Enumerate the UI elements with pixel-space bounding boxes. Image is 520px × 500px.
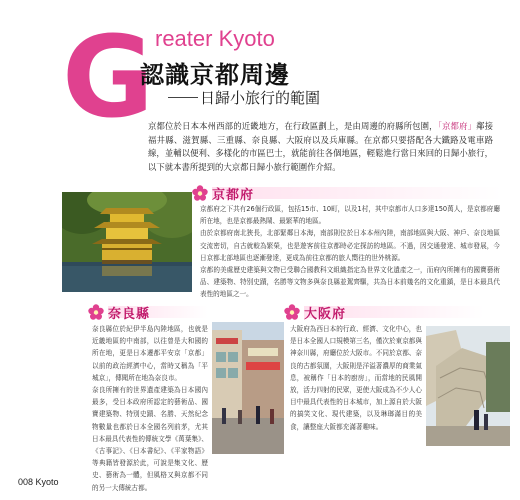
kinkakuji-photo: [62, 192, 192, 292]
nara-paragraph-1: 奈良縣位於紀伊半島內陸地區，也就是近畿地區的中南部，以往曾是大和國的所在地，更是日本遷都平安京「京都」以前的政治經濟中心，當時又稱為「平城京」，傳聞所在地為奈良市。: [92, 325, 208, 382]
osaka-street-photo: [212, 322, 284, 454]
osaka-castle-photo: [426, 326, 510, 446]
kyoto-text: [200, 203, 500, 301]
section-label-osaka: 大阪府: [304, 306, 347, 322]
section-header-kyoto: [192, 184, 502, 202]
intro-highlight: 「京都府」: [437, 121, 477, 131]
kyoto-paragraph-3: 京都的美處歷史建築與文物已受聯合國教科文組織指定為世界文化遺產之一，而府內所擁有的國寶藝術品、建築物、特別史蹟，名勝等文物多與奈良縣並駕齊驅，共為日本前幾名的文化重鎮，是日本最具代表性的地區之一。: [200, 266, 500, 299]
section-bar: [212, 187, 502, 199]
section-header-nara: [88, 303, 208, 321]
osaka-paragraph-1: 大阪府為西日本的行政、經濟、文化中心，也是日本全國人口規模第三名，僅次於東京都與神奈川縣，府廳位於大阪市。不同於京都、奈良的古都氛圍，大阪則是洋溢著濃厚的商業氣息，被稱作「日本的廚房」，而當地的民風開放，活力四射的民眾，更使大阪成為不少人心目中最具代表性的日本城市，加上源自於大阪的搞笑文化、現代建築，以及琳瑯滿目的美食，讓整座大阪都充滿著趣味。: [290, 325, 422, 431]
intro-paragraph: [148, 120, 493, 174]
intro-text-1: 京都位於日本本州西部的近畿地方，在行政區劃上，是由周邊的府縣所包圍，: [148, 121, 438, 131]
nara-paragraph-2: 奈良所擁有的世界遺產建築為日本國內最多，受日本政府所認定的藝術品、國寶建築物、特別史蹟、名勝、天然紀念物數量也都於日本全國名列前茅，尤其日本最具代表性的傳統文學《萬葉集》、《古事記》、《日本書紀》、《平家物語》等典籍皆發源於此，可說是集文化、歷史、藝術為一體，但風格又與京都不同的另一大傳統古都。: [92, 386, 208, 492]
kyoto-paragraph-2: 由於京都府南北狹長，北部緊鄰日本海，南部則位於日本本州內陸，南部地區與大阪、神戶、奈良地區交流密切，自古就較為繁榮，也是遊客前往京都時必定探訪的地區。不過，因交通發達、城市發展，今日京都北部地區也逐漸發達，更成為前往京都的旅人嚮往的世外桃源。: [200, 229, 500, 262]
page-title: 認識京都周邊: [140, 61, 290, 89]
kinkakuji-illustration: [62, 192, 192, 292]
section-label-kyoto: 京都府: [212, 187, 255, 203]
english-subtitle: reater Kyoto: [155, 26, 275, 51]
intro-text-2: 鄰接福井縣、滋賀縣、三重縣、奈良縣、大阪府以及兵庫縣。在京都只要搭配各大鐵路及電車路線，並輔以便利、多樣化的市區巴士，就能前往各個地區，輕鬆進行當日來回的日歸小旅行，以下就本書所提到的大京都日歸小旅行範圍作介紹。: [148, 121, 494, 172]
nara-text: [92, 323, 208, 494]
page-subtitle: 日歸小旅行的範圍: [200, 89, 321, 107]
subtitle-dash: [168, 97, 198, 98]
flower-icon: [284, 304, 300, 320]
osaka-text: [290, 323, 422, 433]
section-header-osaka: [284, 303, 484, 321]
kyoto-paragraph-1: 京都府之下共有26個行政區，包括15市、10町，以及1村，其中京都市人口多達150萬人，是京都府廳所在地，也是京都最熱鬧、最繁華的地區。: [200, 205, 500, 226]
big-letter-g: G: [62, 13, 154, 143]
osaka-castle-illustration: [426, 326, 510, 446]
flower-icon: [192, 185, 208, 201]
page-number: 008 Kyoto: [18, 477, 59, 487]
flower-icon: [88, 304, 104, 320]
osaka-street-illustration: [212, 322, 284, 454]
section-label-nara: 奈良縣: [108, 306, 151, 322]
